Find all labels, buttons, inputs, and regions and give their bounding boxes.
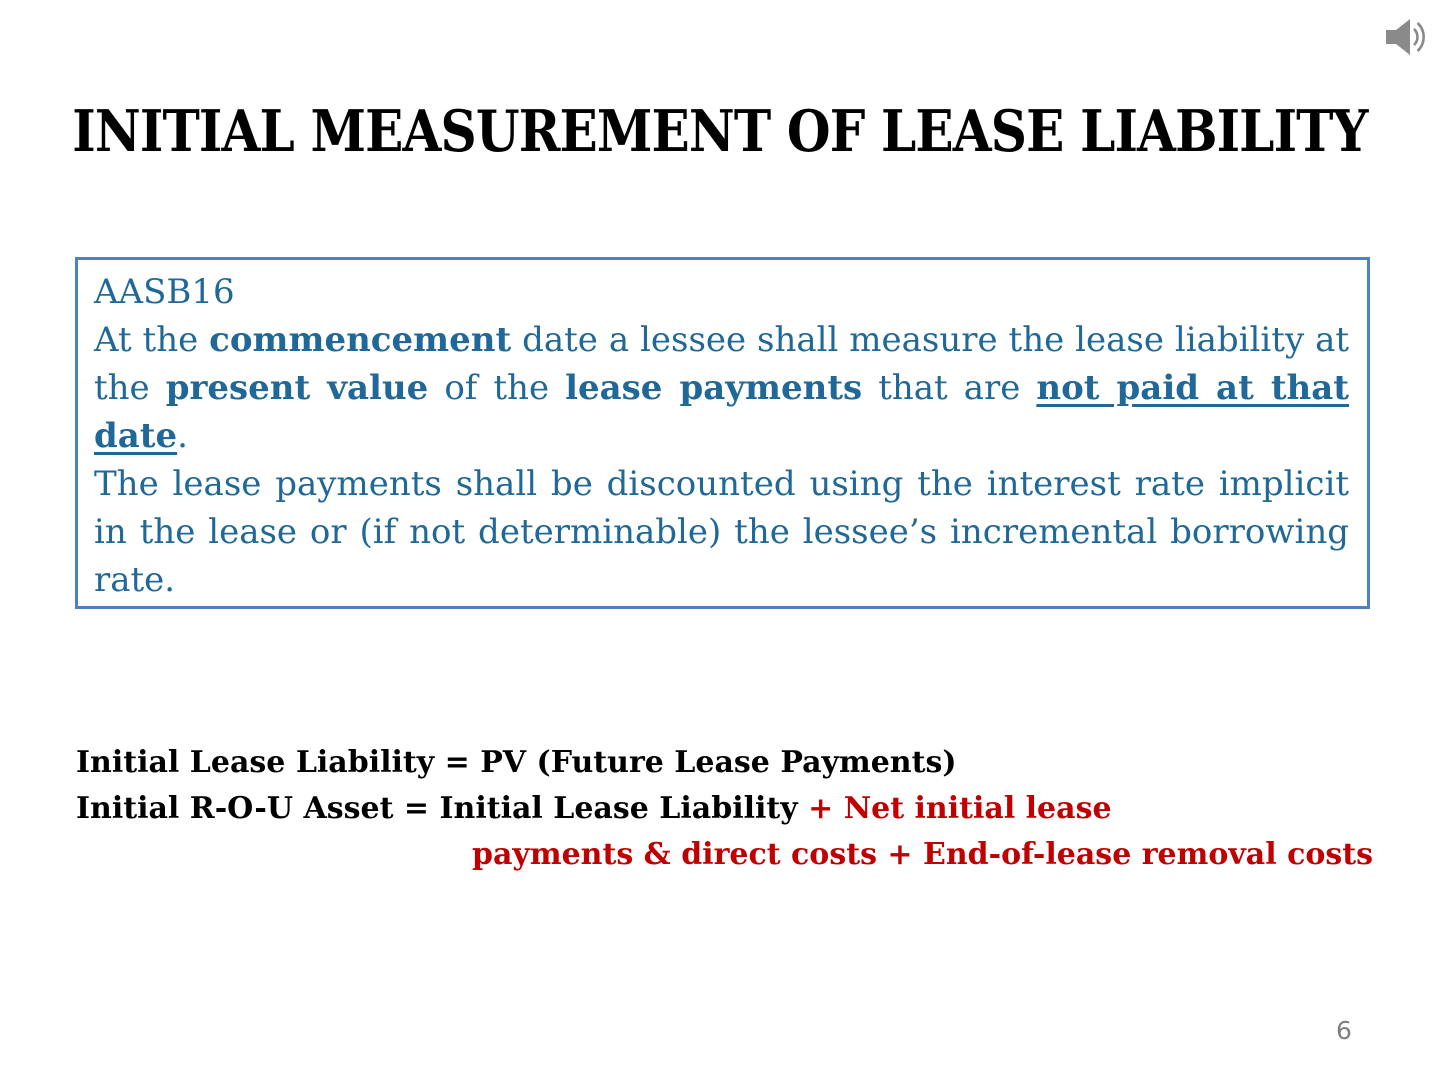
page-title-text: INITIAL MEASUREMENT OF LEASE LIABILITY bbox=[72, 98, 1368, 165]
text-segment: that are bbox=[862, 368, 1037, 408]
page-number: 6 bbox=[1336, 1016, 1352, 1045]
aasb-quote-box bbox=[75, 257, 1370, 609]
aasb-heading: AASB16 bbox=[94, 272, 235, 312]
aasb-paragraph-1 bbox=[94, 316, 1349, 460]
speaker-icon[interactable] bbox=[1383, 14, 1431, 60]
formula-line-2-red: + Net initial lease bbox=[808, 791, 1112, 826]
text-segment: date a lessee shall measure the lease liability at the bbox=[94, 320, 1350, 408]
text-segment: . bbox=[177, 416, 188, 456]
aasb-paragraph-2: The lease payments shall be discounted using the interest rate implicit in the lease or (if not determinable) the lessee’s incremental borrowing rate. bbox=[94, 464, 1349, 600]
text-segment-bold: present value bbox=[165, 368, 429, 408]
speaker-body bbox=[1386, 19, 1410, 55]
text-segment: of the bbox=[428, 368, 566, 408]
text-segment-bold: commencement bbox=[209, 320, 512, 360]
formula-line-2 bbox=[76, 786, 1436, 832]
formula-line-3 bbox=[76, 832, 1436, 878]
text-segment: At the bbox=[94, 320, 210, 360]
sound-wave-inner bbox=[1414, 29, 1417, 45]
formula-line-1: Initial Lease Liability = PV (Future Lease Payments) bbox=[76, 745, 957, 780]
formula-line-3-red: payments & direct costs + End-of-lease removal costs bbox=[472, 837, 1373, 872]
text-segment-bold: lease payments bbox=[565, 368, 863, 408]
page-title bbox=[0, 98, 1440, 165]
formula-line-2-black: Initial R-O-U Asset = Initial Lease Liability bbox=[76, 791, 809, 826]
formula-block bbox=[76, 740, 1436, 878]
text-segment-bold-underline: not paid at that date bbox=[94, 368, 1349, 456]
